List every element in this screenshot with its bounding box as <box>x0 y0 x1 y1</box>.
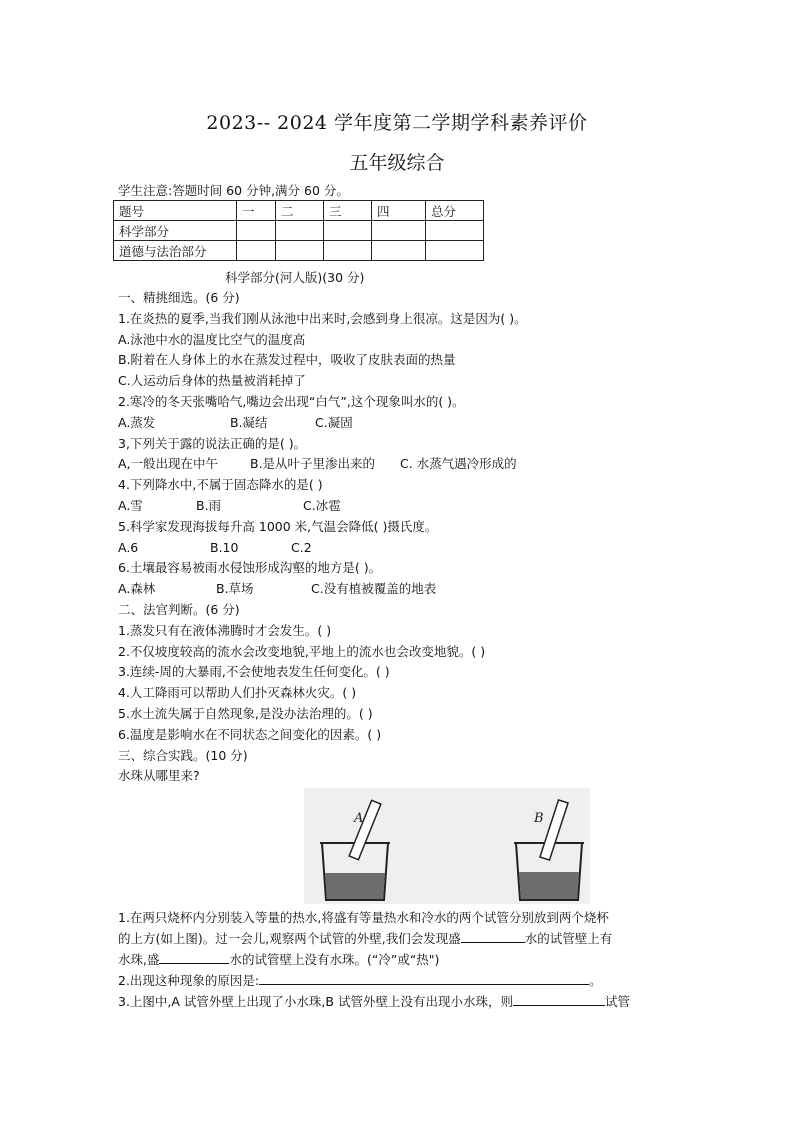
option-a[interactable]: A,一般出现在中午 <box>118 456 219 472</box>
score-table-row-label: 科学部分 <box>114 221 237 241</box>
option-c[interactable]: C. 水蒸气遇冷形成的 <box>400 456 517 472</box>
judgement-item[interactable]: 6.温度是影响水在不同状态之间变化的因素。( ) <box>118 726 382 742</box>
question-2-options <box>118 413 688 434</box>
option-c[interactable]: C.2 <box>291 539 312 555</box>
practice-q3-text: 3.上图中,A 试管外壁上出现了小水珠,B 试管外壁上没有出现小水珠，则 <box>118 994 513 1009</box>
question-2: 2.寒冷的冬天张嘴哈气,嘴边会出现“白气”,这个现象叫水的( )。 <box>118 393 465 409</box>
option-b[interactable]: B.是从叶子里渗出来的 <box>250 456 376 472</box>
score-table-header: 题号 <box>114 201 237 221</box>
practice-q1-text: 的上方(如上图)。过一会儿,观察两个试管的外壁,我们会发现盛 <box>118 931 461 946</box>
option-b[interactable]: B.雨 <box>196 497 222 513</box>
question-1-option-b[interactable]: B.附着在人身体上的水在蒸发过程中，吸收了皮肤表面的热量 <box>118 352 456 368</box>
question-4: 4.下列降水中,不属于固态降水的是( ) <box>118 477 323 493</box>
part3-intro: 水珠从哪里来? <box>118 768 200 784</box>
practice-q2-text: 2.出现这种现象的原因是: <box>118 973 260 988</box>
option-b[interactable]: B.凝结 <box>230 414 268 430</box>
question-6-options <box>118 579 688 600</box>
score-table-header: 一 <box>237 201 276 221</box>
answer-blank[interactable] <box>513 991 605 1006</box>
score-cell[interactable] <box>324 221 372 241</box>
score-table-header: 总分 <box>426 201 484 221</box>
option-a[interactable]: A.森林 <box>118 581 156 597</box>
practice-q2-text: 。 <box>589 973 602 988</box>
question-5-options <box>118 538 688 559</box>
question-1-option-c[interactable]: C.人运动后身体的热量被消耗掉了 <box>118 373 306 389</box>
score-table-row <box>114 241 484 261</box>
question-1: 1.在炎热的夏季,当我们刚从泳池中出来时,会感到身上很凉。这是因为( )。 <box>118 310 527 326</box>
label-a: A <box>354 811 364 826</box>
option-c[interactable]: C.冰雹 <box>303 497 341 513</box>
part3-title: 三、综合实践。(10 分) <box>118 747 248 763</box>
score-cell[interactable] <box>426 221 484 241</box>
beaker-experiment-figure <box>304 788 590 904</box>
option-b[interactable]: B.10 <box>210 539 239 555</box>
option-a[interactable]: A.雪 <box>118 497 143 513</box>
science-section-heading: 科学部分(河人版)(30 分) <box>225 270 365 285</box>
score-cell[interactable] <box>276 241 324 261</box>
answer-blank[interactable] <box>159 949 229 964</box>
student-notice: 学生注意:答题时间 60 分钟,满分 60 分。 <box>118 183 349 198</box>
score-cell[interactable] <box>372 221 426 241</box>
label-b: B <box>534 811 544 826</box>
practice-q3-text: 试管 <box>604 994 630 1009</box>
score-cell[interactable] <box>372 241 426 261</box>
option-c[interactable]: C.凝固 <box>315 414 353 430</box>
answer-blank[interactable] <box>461 928 525 943</box>
part2-title: 二、法官判断。(6 分) <box>118 601 240 617</box>
exam-title: 2023-- 2024 学年度第二学期学科素养评价 <box>206 112 588 134</box>
exam-subtitle: 五年级综合 <box>349 152 445 174</box>
question-5: 5.科学家发现海拔每升高 1000 米,气温会降低( )摄氏度。 <box>118 518 438 534</box>
question-6: 6.土壤最容易被雨水侵蚀形成沟壑的地方是( )。 <box>118 560 382 576</box>
beaker-illustration <box>304 788 590 904</box>
score-cell[interactable] <box>324 241 372 261</box>
score-table-header: 四 <box>372 201 426 221</box>
score-table-row-label: 道德与法治部分 <box>114 241 237 261</box>
score-cell[interactable] <box>276 221 324 241</box>
practice-q1-line2 <box>118 928 688 949</box>
question-list <box>118 288 688 787</box>
judgement-item[interactable]: 4.人工降雨可以帮助人们扑灭森林火灾。( ) <box>118 685 357 701</box>
question-1-option-a[interactable]: A.泳池中水的温度比空气的温度高 <box>118 331 306 347</box>
score-cell[interactable] <box>426 241 484 261</box>
score-table <box>113 200 484 261</box>
judgement-item[interactable]: 3.连续-周的大暴雨,不会使地表发生任何变化。( ) <box>118 664 390 680</box>
practice-q2 <box>118 970 688 991</box>
part1-title: 一、精挑细选。(6 分) <box>118 290 240 305</box>
score-cell[interactable] <box>237 221 276 241</box>
practice-q3 <box>118 991 688 1012</box>
judgement-item[interactable]: 1.蒸发只有在液体沸腾时才会发生。( ) <box>118 622 332 638</box>
score-table-header-row <box>114 201 484 221</box>
question-3-options <box>118 454 688 475</box>
score-table-header: 三 <box>324 201 372 221</box>
practice-q1-text: 水的试管壁上没有水珠。(“冷”或“热") <box>229 952 440 967</box>
option-b[interactable]: B.草场 <box>216 581 254 597</box>
option-a[interactable]: A.蒸发 <box>118 414 156 430</box>
practice-q1-text: 水的试管壁上有 <box>524 931 613 946</box>
question-3: 3,下列关于露的说法正确的是( )。 <box>118 435 307 451</box>
question-4-options <box>118 496 688 517</box>
score-table-header: 二 <box>276 201 324 221</box>
practice-questions <box>118 907 688 1012</box>
judgement-item[interactable]: 2.不仅坡度较高的流水会改变地貌,平地上的流水也会改变地貌。( ) <box>118 643 486 659</box>
answer-blank[interactable] <box>259 970 589 985</box>
judgement-item[interactable]: 5.水土流失属于自然现象,是没办法治理的。( ) <box>118 705 373 721</box>
practice-q1-line3 <box>118 949 688 970</box>
option-c[interactable]: C.没有植被覆盖的地表 <box>311 581 437 597</box>
score-table-row <box>114 221 484 241</box>
score-cell[interactable] <box>237 241 276 261</box>
option-a[interactable]: A.6 <box>118 539 139 555</box>
practice-q1-line1: 1.在两只烧杯内分别装入等量的热水,将盛有等量热水和冷水的两个试管分别放到两个烧杯 <box>118 910 609 925</box>
practice-q1-text: 水珠,盛 <box>118 952 160 967</box>
